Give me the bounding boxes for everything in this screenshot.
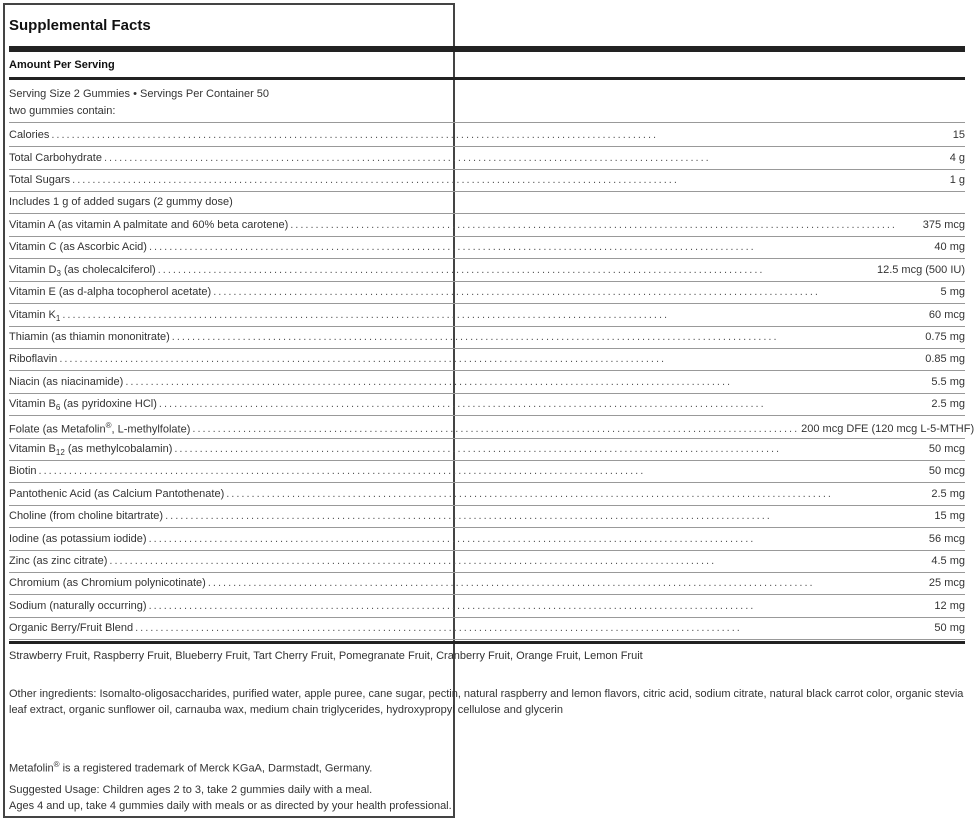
nutrient-name-text: Vitamin B bbox=[9, 443, 56, 455]
nutrient-row bbox=[9, 124, 965, 147]
nutrient-row bbox=[9, 326, 965, 349]
nutrient-value: 200 mcg DFE (120 mcg L-5-MTHF) bbox=[801, 423, 974, 436]
nutrient-name-suffix: (as cholecalciferol) bbox=[60, 263, 156, 276]
nutrient-name-text: Riboflavin bbox=[9, 353, 58, 366]
footer-divider bbox=[9, 641, 965, 644]
trademark-name: Metafolin bbox=[9, 762, 54, 775]
medium-divider bbox=[9, 77, 965, 80]
nutrient-value: 2.5 mg bbox=[931, 398, 965, 411]
usage-line-1: Suggested Usage: Children ages 2 to 3, take 2 gummies daily with a meal. bbox=[9, 784, 373, 796]
nutrient-row bbox=[9, 617, 965, 640]
dot-leader: ........................................................................................................................ bbox=[59, 353, 667, 366]
dot-leader: ........................................................................................................................ bbox=[192, 423, 800, 436]
nutrient-row bbox=[9, 438, 965, 461]
nutrient-row bbox=[9, 550, 965, 573]
nutrient-name-text: Vitamin E (as d-alpha tocopherol acetate) bbox=[9, 286, 212, 299]
nutrient-name bbox=[9, 129, 49, 141]
nutrient-name bbox=[9, 264, 156, 278]
serving-intro: two gummies contain: bbox=[9, 105, 116, 117]
dot-leader: ........................................................................................................................ bbox=[62, 308, 670, 321]
nutrient-row bbox=[9, 214, 965, 237]
nutrient-value: 0.75 mg bbox=[925, 331, 965, 343]
nutrient-value: 50 mg bbox=[934, 622, 965, 635]
dot-leader: ........................................................................................................................ bbox=[103, 151, 711, 164]
nutrient-name-text: Organic Berry/Fruit Blend bbox=[9, 622, 134, 635]
nutrient-name bbox=[9, 533, 147, 545]
dot-leader: ........................................................................................................................ bbox=[165, 510, 772, 523]
trademark-note bbox=[9, 757, 965, 777]
nutrient-value: 12 mg bbox=[934, 599, 965, 612]
nutrient-name bbox=[9, 219, 288, 231]
nutrient-name-text: Total Carbohydrate bbox=[9, 151, 102, 164]
nutrient-name bbox=[9, 174, 70, 186]
nutrient-value: 50 mcg bbox=[928, 465, 965, 478]
nutrient-value: 5 mg bbox=[940, 286, 965, 299]
nutrient-name bbox=[9, 331, 170, 343]
dot-leader: ........................................................................................................................ bbox=[290, 219, 897, 231]
added-sugars-note: Includes 1 g of added sugars (2 gummy dose) bbox=[9, 196, 233, 208]
nutrient-subscript: 1 bbox=[55, 313, 61, 323]
dot-leader: ........................................................................................................................ bbox=[72, 174, 679, 186]
dot-leader: ........................................................................................................................ bbox=[157, 263, 765, 276]
nutrient-name-text: Vitamin K bbox=[9, 308, 56, 321]
blend-ingredients: Strawberry Fruit, Raspberry Fruit, Blueberry Fruit, Tart Cherry Fruit, Pomegranate Fruit, Cranberry Fruit, Orange Fruit, Lemon Fruit bbox=[9, 650, 643, 662]
nutrient-name bbox=[9, 286, 211, 298]
nutrient-name-text: Niacin (as niacinamide) bbox=[9, 375, 124, 388]
added-sugars-row bbox=[9, 191, 965, 214]
nutrient-name bbox=[9, 398, 157, 412]
nutrient-row bbox=[9, 304, 965, 327]
nutrient-row bbox=[9, 281, 965, 304]
nutrient-row bbox=[9, 259, 965, 282]
dot-leader: ........................................................................................................................ bbox=[207, 577, 815, 590]
nutrient-value: 56 mcg bbox=[928, 532, 965, 545]
trademark-text: is a registered trademark of Merck KGaA, Darmstadt, Germany. bbox=[59, 762, 373, 775]
dot-leader: ........................................................................................................................ bbox=[135, 622, 742, 635]
dot-leader: ........................................................................................................................ bbox=[148, 241, 756, 254]
dot-leader: ........................................................................................................................ bbox=[125, 375, 733, 388]
nutrient-name-text: Choline (from choline bitartrate) bbox=[9, 510, 164, 523]
nutrient-name bbox=[9, 241, 147, 253]
nutrient-subscript: 6 bbox=[55, 403, 61, 413]
nutrient-name-text: Zinc (as zinc citrate) bbox=[9, 555, 108, 567]
nutrient-name bbox=[9, 152, 102, 164]
nutrient-name-text: Vitamin B bbox=[9, 398, 56, 411]
nutrient-name-text: Sodium (naturally occurring) bbox=[9, 599, 147, 612]
nutrient-row bbox=[9, 460, 965, 483]
nutrient-name-text: Vitamin C (as Ascorbic Acid) bbox=[9, 241, 147, 254]
nutrient-name-text: Biotin bbox=[9, 465, 37, 478]
nutrient-name-text: Thiamin (as thiamin mononitrate) bbox=[9, 331, 170, 343]
dot-leader: ........................................................................................................................ bbox=[174, 443, 782, 455]
nutrient-value: 15 bbox=[952, 129, 965, 141]
dot-leader: ........................................................................................................................ bbox=[148, 532, 756, 545]
nutrient-row bbox=[9, 236, 965, 259]
nutrient-name bbox=[9, 577, 206, 589]
nutrient-value: 375 mcg bbox=[922, 219, 965, 231]
nutrient-row bbox=[9, 147, 965, 170]
nutrient-value: 60 mcg bbox=[928, 308, 965, 321]
nutrient-value: 50 mcg bbox=[928, 443, 965, 455]
dot-leader: ........................................................................................................................ bbox=[148, 599, 756, 612]
nutrient-value: 2.5 mg bbox=[931, 487, 965, 500]
nutrient-name bbox=[9, 622, 133, 634]
nutrient-name-suffix: (as methylcobalamin) bbox=[64, 443, 173, 455]
nutrient-name bbox=[9, 510, 163, 522]
nutrient-value: 5.5 mg bbox=[931, 375, 965, 388]
dot-leader: ........................................................................................................................ bbox=[51, 129, 659, 141]
nutrient-name-suffix: , L-methylfolate) bbox=[111, 423, 191, 436]
dot-leader: ........................................................................................................................ bbox=[158, 398, 766, 411]
nutrient-name bbox=[9, 488, 224, 500]
nutrient-row bbox=[9, 169, 965, 192]
dot-leader: ........................................................................................................................ bbox=[226, 487, 833, 500]
nutrient-row bbox=[9, 416, 974, 439]
nutrient-value: 15 mg bbox=[934, 510, 965, 523]
nutrient-superscript: ® bbox=[105, 420, 112, 430]
dot-leader: ........................................................................................................................ bbox=[171, 331, 779, 343]
nutrient-name-text: Total Sugars bbox=[9, 174, 71, 186]
nutrient-row bbox=[9, 528, 965, 551]
nutrient-name-text: Folate (as Metafolin bbox=[9, 423, 106, 436]
nutrient-name bbox=[9, 555, 107, 567]
nutrient-value: 12.5 mcg (500 IU) bbox=[876, 263, 965, 276]
nutrient-value: 4 g bbox=[949, 151, 965, 164]
nutrient-value: 40 mg bbox=[934, 241, 965, 254]
nutrient-row bbox=[9, 371, 965, 394]
nutrient-name bbox=[9, 421, 190, 436]
serving-intro-row bbox=[9, 100, 965, 123]
nutrient-value: 0.85 mg bbox=[925, 353, 965, 366]
nutrient-subscript: 3 bbox=[56, 268, 61, 278]
nutrient-name bbox=[9, 309, 60, 323]
nutrient-name-text: Iodine (as potassium iodide) bbox=[9, 532, 147, 545]
thick-divider bbox=[9, 46, 965, 52]
nutrient-name-text: Calories bbox=[9, 129, 50, 141]
usage-line-2: Ages 4 and up, take 4 gummies daily with meals or as directed by your health professional. bbox=[9, 800, 452, 812]
nutrient-row bbox=[9, 393, 965, 416]
nutrient-name bbox=[9, 600, 147, 612]
nutrient-row bbox=[9, 505, 965, 528]
nutrient-row bbox=[9, 595, 965, 618]
nutrient-row bbox=[9, 483, 965, 506]
nutrient-subscript: 12 bbox=[55, 448, 65, 458]
nutrient-value: 25 mcg bbox=[928, 577, 965, 590]
nutrient-name bbox=[9, 443, 172, 457]
nutrient-name bbox=[9, 465, 37, 477]
nutrient-row bbox=[9, 348, 965, 371]
nutrient-name-text: Chromium (as Chromium polynicotinate) bbox=[9, 577, 206, 590]
nutrient-name-text: Vitamin A (as vitamin A palmitate and 60% beta carotene) bbox=[9, 219, 289, 231]
nutrient-value: 1 g bbox=[949, 174, 965, 186]
serving-info: Serving Size 2 Gummies • Servings Per Container 50 bbox=[9, 88, 270, 100]
nutrient-row bbox=[9, 572, 965, 595]
nutrient-name-suffix: (as pyridoxine HCl) bbox=[60, 398, 157, 411]
trademark-symbol: ® bbox=[53, 760, 60, 769]
suggested-usage bbox=[9, 782, 965, 814]
dot-leader: ........................................................................................................................ bbox=[109, 555, 717, 567]
other-ingredients: Other ingredients: Isomalto-oligosaccharides, purified water, apple puree, cane sugar, pectin, natural raspberry and lemon flavors, citric acid, sodium citrate, natural black carrot color, organic stevia leaf extract, organic sunflower oil, carnauba wax, medium chain triglycerides, hydroxypropyl cellulose and glycerin bbox=[9, 688, 964, 716]
nutrient-name bbox=[9, 376, 123, 388]
nutrient-name-text: Pantothenic Acid (as Calcium Pantothenate) bbox=[9, 487, 225, 500]
nutrient-value: 4.5 mg bbox=[931, 555, 965, 567]
amount-per-serving-heading: Amount Per Serving bbox=[9, 59, 115, 71]
nutrient-name bbox=[9, 353, 57, 365]
dot-leader: ........................................................................................................................ bbox=[213, 286, 820, 299]
label-title: Supplemental Facts bbox=[9, 17, 151, 34]
nutrient-name-text: Vitamin D bbox=[9, 263, 57, 276]
dot-leader: ........................................................................................................................ bbox=[38, 465, 646, 478]
